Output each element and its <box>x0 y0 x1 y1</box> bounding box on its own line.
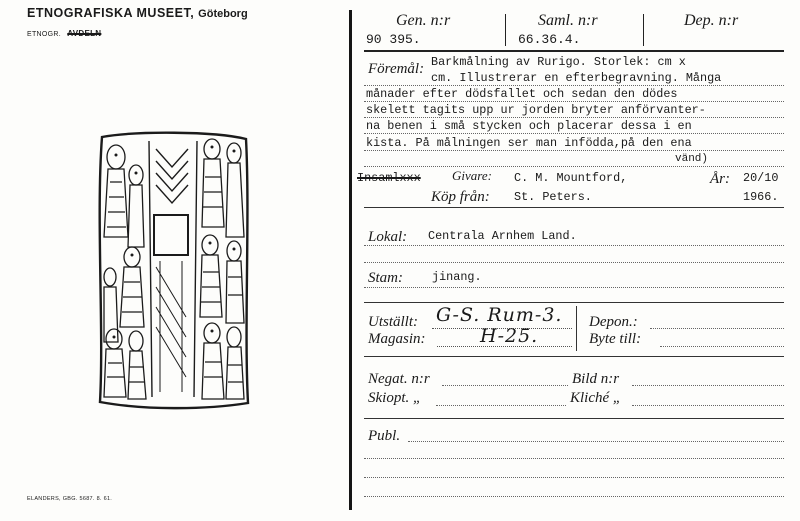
museum-header <box>27 6 248 20</box>
photo-rule <box>364 418 784 419</box>
publ-rule-2 <box>364 458 784 459</box>
negat-line <box>442 385 568 386</box>
magasin-line <box>437 346 572 347</box>
dep-number-label: Dep. n:r <box>684 12 739 29</box>
utstallt-value: G-S. Rum-3. <box>436 304 563 326</box>
utstallt-label: Utställt: <box>368 314 419 330</box>
lokal-label: Lokal: <box>368 229 408 245</box>
insamlad-struck: Insamlxxx <box>357 171 421 185</box>
department-struck: AVDELN <box>67 29 102 38</box>
gen-number-value: 90 395. <box>366 32 421 47</box>
stam-section-rule <box>364 302 784 303</box>
printer-imprint: ELANDERS, GBG. 5687. 8. 61. <box>27 496 113 502</box>
foremal-rule-4 <box>364 133 784 134</box>
foremal-line-4: skelett tagits upp ur jorden bryter anförvanter- <box>366 103 706 117</box>
foremal-line-2: cm. Illustrerar en efterbegravning. Många <box>431 71 722 85</box>
museum-city: Göteborg <box>198 8 248 20</box>
publ-rule-3 <box>364 477 784 478</box>
kop-fran-label: Köp från: <box>431 189 490 205</box>
date-value: 20/10 <box>743 171 779 185</box>
cliche-label: Kliché „ <box>570 390 622 406</box>
bild-line <box>632 385 784 386</box>
bild-label: Bild n:r <box>572 371 620 387</box>
department-line <box>27 29 101 38</box>
header-rule <box>364 50 784 52</box>
gen-number-label: Gen. n:r <box>396 12 451 29</box>
foremal-rule-1 <box>364 85 784 86</box>
storage-rule <box>364 356 784 357</box>
publ-rule-4 <box>364 496 784 497</box>
ar-label: År: <box>710 171 730 187</box>
year-value: 1966. <box>743 190 779 204</box>
cliche-line <box>632 405 784 406</box>
stam-value: jinang. <box>432 270 482 284</box>
kop-fran-value: St. Peters. <box>514 190 592 204</box>
saml-number-value: 66.36.4. <box>518 32 581 47</box>
header-divider-2 <box>643 14 644 46</box>
publ-rule-1 <box>408 441 784 442</box>
foremal-line-3: månader efter dödsfallet och sedan den dödes <box>366 87 678 101</box>
foremal-rule-6 <box>364 166 784 167</box>
header-divider-1 <box>505 14 506 46</box>
saml-number-label: Saml. n:r <box>538 12 598 29</box>
foremal-label: Föremål: <box>368 61 425 77</box>
magasin-value: H-25. <box>480 325 539 347</box>
department-label: ETNOGR. <box>27 31 61 38</box>
museum-name: ETNOGRAFISKA MUSEET, <box>27 6 195 20</box>
depon-line <box>650 328 784 329</box>
foremal-rule-3 <box>364 117 784 118</box>
foremal-line-1: Barkmålning av Rurigo. Storlek: cm x <box>431 55 686 69</box>
card-divider <box>349 10 352 510</box>
stam-label: Stam: <box>368 270 403 286</box>
skiopt-line <box>436 405 566 406</box>
foremal-rule-5 <box>364 150 784 151</box>
magasin-label: Magasin: <box>368 331 426 347</box>
stam-rule <box>364 287 784 288</box>
foremal-line-6: kista. På målningen ser man infödda,på den ena <box>366 136 692 150</box>
lokal-rule-2 <box>364 262 784 263</box>
givare-label: Givare: <box>452 168 492 183</box>
skiopt-label: Skiopt. „ <box>368 390 422 406</box>
foremal-vand: vänd) <box>675 153 709 165</box>
depon-label: Depon.: <box>589 314 638 330</box>
publ-label: Publ. <box>368 428 401 444</box>
donor-value: C. M. Mountford, <box>514 171 628 185</box>
byte-till-label: Byte till: <box>589 331 642 347</box>
acquisition-rule <box>364 207 784 208</box>
foremal-line-5: na benen i små stycken och placerar dessa i en <box>366 119 692 133</box>
bark-painting-drawing <box>94 127 254 412</box>
storage-divider <box>576 306 577 351</box>
lokal-rule-1 <box>364 245 784 246</box>
negat-label: Negat. n:r <box>368 371 430 387</box>
foremal-rule-2 <box>364 101 784 102</box>
byte-line <box>660 346 784 347</box>
lokal-value: Centrala Arnhem Land. <box>428 229 577 243</box>
